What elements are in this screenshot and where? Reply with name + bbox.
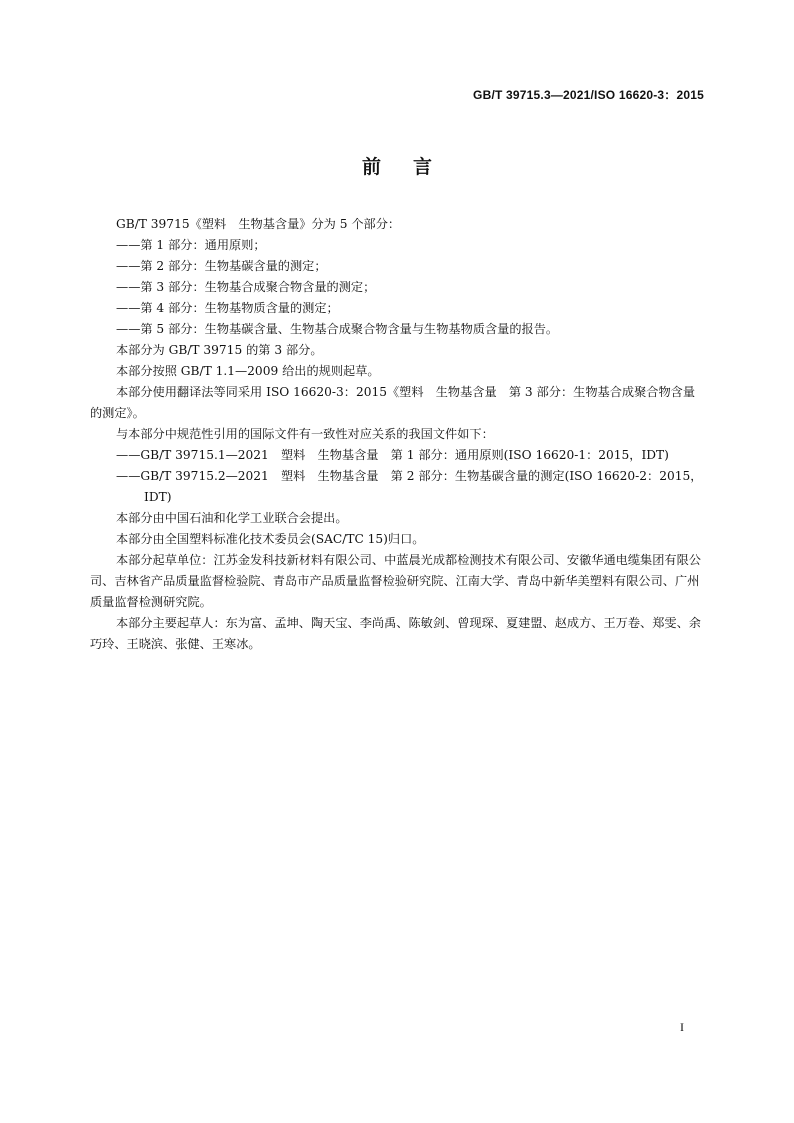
paragraph-proposer: 本部分由中国石油和化学工业联合会提出。	[116, 511, 348, 525]
paragraph-references-intro: 与本部分中规范性引用的国际文件有一致性对应关系的我国文件如下：	[116, 427, 494, 441]
paragraph-committee: 本部分由全国塑料标准化技术委员会(SAC/TC 15)归口。	[116, 532, 425, 546]
paragraph-drafters: 本部分主要起草人：东为富、孟坤、陶天宝、李尚禹、陈敏剑、曾现琛、夏建盟、赵成方、王万卷、郑雯、余巧玲、王晓滨、张健、王寒冰。	[90, 616, 701, 651]
list-item-part-3: ——第 3 部分：生物基合成聚合物含量的测定；	[116, 280, 376, 294]
foreword-body	[90, 214, 706, 655]
list-item-part-4: ——第 4 部分：生物基物质含量的测定；	[116, 301, 339, 315]
paragraph-drafting-units: 本部分起草单位：江苏金发科技新材料有限公司、中蓝晨光成都检测技术有限公司、安徽华通电缆集团有限公司、吉林省产品质量监督检验院、青岛市产品质量监督检验研究院、江南大学、青岛中新华美塑料有限公司、广州质量监督检测研究院。	[90, 553, 701, 609]
list-item-part-2: ——第 2 部分：生物基碳含量的测定；	[116, 259, 327, 273]
reference-item-2: ——GB/T 39715.2—2021 塑料 生物基含量 第 2 部分：生物基碳含量的测定(ISO 16620-2：2015，IDT)	[116, 469, 703, 504]
paragraph-intro: GB/T 39715《塑料 生物基含量》分为 5 个部分：	[116, 217, 401, 231]
paragraph-part-statement: 本部分为 GB/T 39715 的第 3 部分。	[116, 343, 323, 357]
reference-item-1: ——GB/T 39715.1—2021 塑料 生物基含量 第 1 部分：通用原则(ISO 16620-1：2015，IDT)	[116, 448, 669, 462]
list-item-part-1: ——第 1 部分：通用原则；	[116, 238, 266, 252]
standard-code-header: GB/T 39715.3—2021/ISO 16620-3：2015	[473, 88, 704, 102]
paragraph-drafting-rules: 本部分按照 GB/T 1.1—2009 给出的规则起草。	[116, 364, 380, 378]
page-number: I	[680, 1020, 684, 1034]
paragraph-adoption: 本部分使用翻译法等同采用 ISO 16620-3：2015《塑料 生物基含量 第 3 部分：生物基合成聚合物含量的测定》。	[90, 385, 696, 420]
list-item-part-5: ——第 5 部分：生物基碳含量、生物基合成聚合物含量与生物基物质含量的报告。	[116, 322, 559, 336]
page-title: 前言	[361, 156, 464, 178]
